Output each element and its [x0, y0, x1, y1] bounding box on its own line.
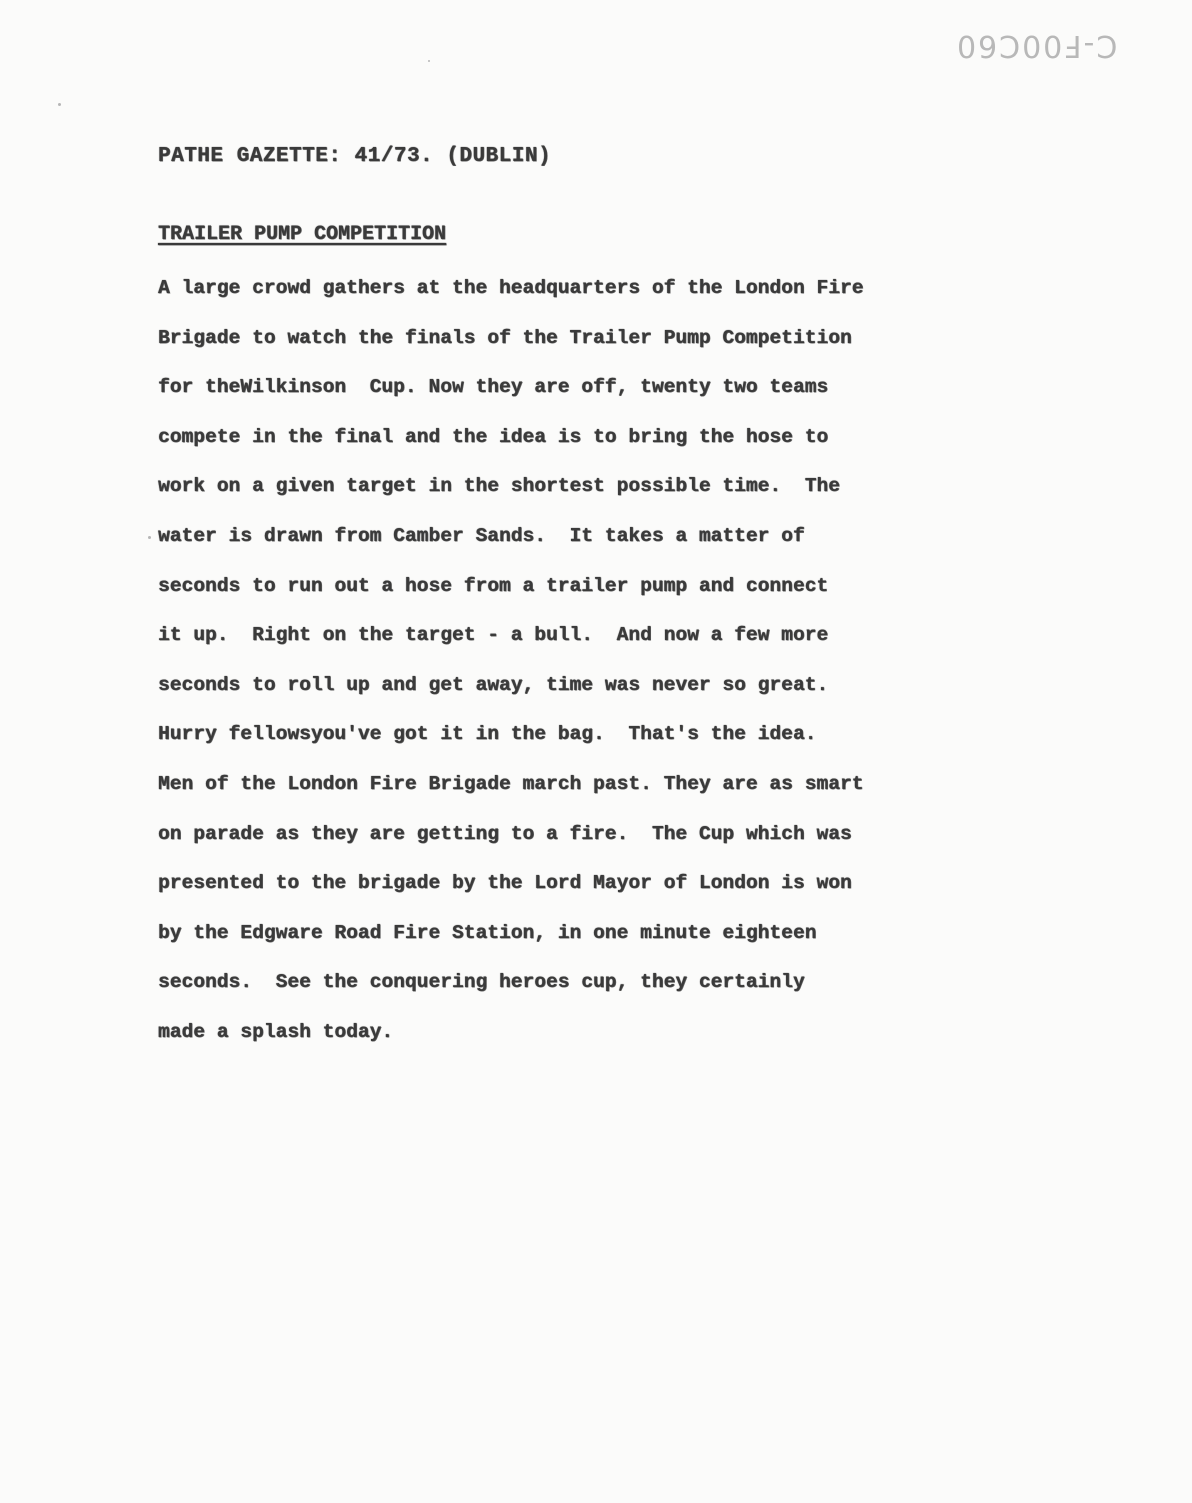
body-line: it up. Right on the target - a bull. And now a few more [158, 624, 829, 647]
body-line: Men of the London Fire Brigade march past. They are as smart [158, 772, 864, 795]
story-title: TRAILER PUMP COMPETITION [158, 223, 447, 246]
body-line: made a splash today. [158, 1020, 394, 1043]
body-line: Hurry fellowsyou've got it in the bag. That's the idea. [158, 723, 817, 746]
reference-number: C-F00C60 [955, 28, 1118, 63]
body-line: Brigade to watch the finals of the Trailer Pump Competition [158, 326, 852, 349]
body-line: by the Edgware Road Fire Station, in one minute eighteen [158, 921, 817, 944]
body-line: for theWilkinson Cup. Now they are off, twenty two teams [158, 376, 829, 399]
body-line: compete in the final and the idea is to bring the hose to [158, 425, 829, 448]
body-line: seconds to roll up and get away, time was never so great. [158, 673, 829, 696]
body-line: presented to the brigade by the Lord Mayor of London is won [158, 872, 852, 895]
body-line: A large crowd gathers at the headquarters of the London Fire [158, 277, 864, 299]
paper-speck [148, 536, 151, 539]
body-line: water is drawn from Camber Sands. It takes a matter of [158, 524, 805, 547]
body-line: seconds to run out a hose from a trailer pump and connect [158, 574, 829, 597]
body-line: work on a given target in the shortest possible time. The [158, 475, 840, 498]
story-body [158, 270, 1078, 1064]
paper-speck [58, 103, 61, 106]
body-line: seconds. See the conquering heroes cup, they certainly [158, 971, 805, 994]
paper-speck [428, 60, 430, 62]
document-heading: PATHE GAZETTE: 41/73. (DUBLIN) [158, 145, 552, 168]
body-line: on parade as they are getting to a fire. The Cup which was [158, 822, 852, 845]
